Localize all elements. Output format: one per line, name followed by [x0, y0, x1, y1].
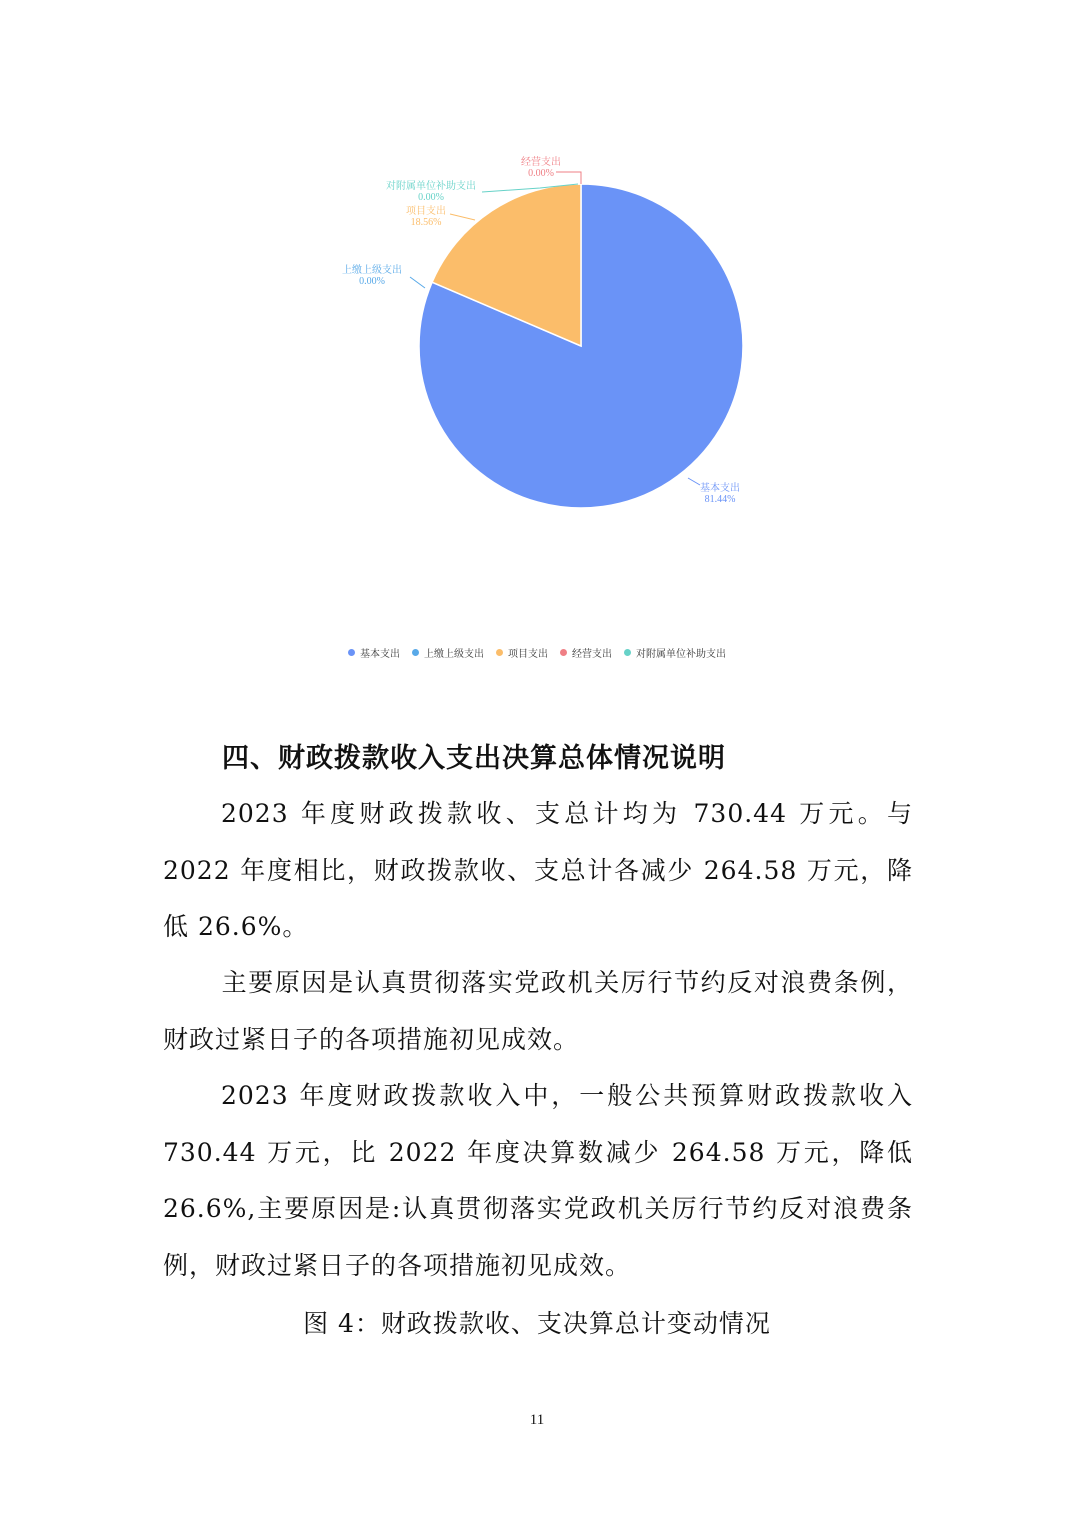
paragraph-income-text: 2023 年度财政拨款收入中，一般公共预算财政拨款收入 730.44 万元，比 2022 年度决算数减少 264.58 万元，降低 26.6%,主要原因是:认真贯彻落实党政机关厉行节约反对浪费条例，财政过紧日子的各项措施初见成效。 — [163, 1081, 913, 1280]
legend-label: 项目支出 — [508, 648, 548, 660]
legend-item-4[interactable] — [624, 645, 726, 660]
slice-3-label: 经营支出 — [521, 157, 561, 168]
legend-label: 经营支出 — [572, 648, 612, 660]
legend-label: 上缴上级支出 — [424, 648, 484, 660]
legend-label: 基本支出 — [360, 648, 400, 660]
chart-legend — [0, 644, 1074, 660]
figure-caption: 图 4：财政拨款收、支决算总计变动情况 — [303, 1309, 771, 1338]
slice-3-leader-line — [556, 172, 581, 184]
page-number: 11 — [529, 1412, 545, 1428]
slice-4-percent-label: 0.00% — [418, 192, 444, 203]
legend-dot-icon — [624, 649, 631, 656]
legend-label: 对附属单位补助支出 — [636, 648, 726, 660]
paragraph-total-text: 2023 年度财政拨款收、支总计均为 730.44 万元。与 2022 年度相比，财政拨款收、支总计各减少 264.58 万元，降低 26.6%。 — [163, 799, 913, 941]
legend-dot-icon — [560, 649, 567, 656]
slice-2-leader-line — [450, 214, 475, 220]
slice-1-label: 上缴上级支出 — [342, 265, 402, 276]
legend-item-1[interactable] — [412, 645, 484, 660]
legend-dot-icon — [496, 649, 503, 656]
paragraph-income — [163, 1068, 913, 1294]
pie-chart — [0, 0, 1074, 690]
slice-1-percent-label: 0.00% — [359, 276, 385, 287]
slice-0-percent-label: 81.44% — [704, 494, 736, 505]
section-heading: 四、财政拨款收入支出决算总体情况说明 — [222, 743, 726, 774]
slice-2-percent-label: 18.56% — [410, 217, 442, 228]
legend-dot-icon — [412, 649, 419, 656]
slice-0-label: 基本支出 — [700, 483, 740, 494]
paragraph-reason — [163, 955, 913, 1068]
legend-dot-icon — [348, 649, 355, 656]
pie-chart-svg — [0, 0, 1074, 640]
slice-4-label: 对附属单位补助支出 — [386, 181, 476, 192]
legend-item-0[interactable] — [348, 645, 400, 660]
legend-item-3[interactable] — [560, 645, 612, 660]
slice-2-label: 项目支出 — [406, 206, 446, 217]
legend-item-2[interactable] — [496, 645, 548, 660]
paragraph-reason-text: 主要原因是认真贯彻落实党政机关厉行节约反对浪费条例，财政过紧日子的各项措施初见成效。 — [163, 968, 913, 1054]
slice-0-leader-line — [688, 478, 700, 485]
slice-1-leader-line — [410, 277, 425, 288]
paragraph-total — [163, 786, 913, 956]
slice-3-percent-label: 0.00% — [528, 168, 554, 179]
